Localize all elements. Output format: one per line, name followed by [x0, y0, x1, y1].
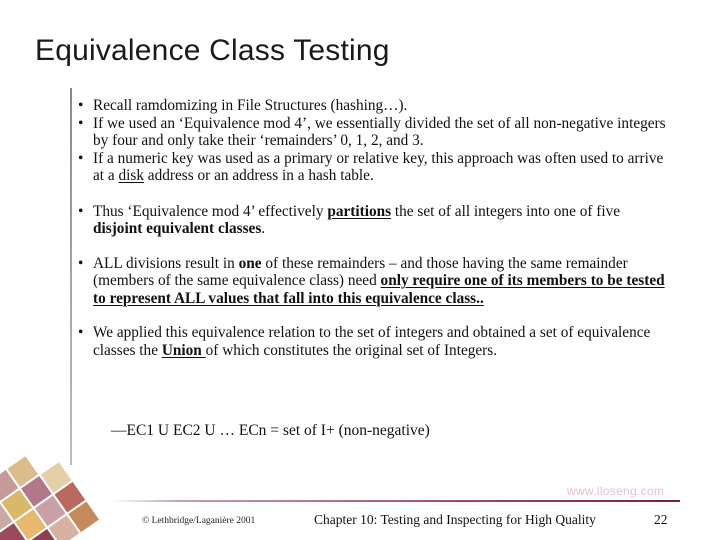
bullet-recall-randomizing: • Recall ramdomizing in File Structures (hashing…). [78, 97, 408, 114]
union-formula: —EC1 U EC2 U … ECn = set of I+ (non-negative) [111, 422, 430, 439]
bold-one: one [238, 254, 262, 272]
bullet-dot: • [78, 254, 84, 272]
bold-disjoint-classes: disjoint equivalent classes [93, 220, 262, 237]
vertical-divider [70, 88, 72, 465]
brand-url: www.lloseng.com [567, 484, 665, 498]
bullet-numeric-key: • If a numeric key was used as a primary or relative key, this approach was often used to arrive at a disk address or an address in a hash table. [78, 149, 664, 184]
bullet-dot: • [78, 97, 84, 114]
bullet-applied-relation: • We applied this equivalence relation to the set of integers and obtained a set of equivalence classes the Union of which constitutes the original set of Integers. [78, 324, 651, 359]
bullet-dot: • [78, 114, 84, 132]
bullet-all-divisions: • ALL divisions result in one of these remainders – and those having the same remainder (members of the same equivalence class) need only require one of its members to be tested to represent ALL values that fall into this equivalence class.. [78, 254, 665, 307]
slide-body [78, 97, 670, 359]
page-number: 22 [654, 512, 668, 527]
underlined-union: Union [161, 341, 206, 359]
bullet-dot: • [78, 324, 84, 341]
bullet-partitions: • Thus ‘Equivalence mod 4’ effectively partitions the set of all integers into one of five disjoint equivalent classes. [78, 202, 621, 237]
footer-rule [110, 500, 680, 502]
copyright-notice: © Lethbridge/Laganière 2001 [142, 516, 256, 526]
bullet-dot: • [78, 202, 84, 220]
underlined-partitions: partitions [327, 202, 392, 220]
chapter-title: Chapter 10: Testing and Inspecting for High Quality [314, 512, 596, 527]
underlined-disk: disk [118, 167, 144, 184]
mosaic-logo-icon [0, 452, 110, 540]
bullet-equivalence-mod-4: • If we used an ‘Equivalence mod 4’, we essentially divided the set of all non-negative integers by four and only take their ‘remainders’ 0, 1, 2, and 3. [78, 114, 666, 149]
underlined-only-require: only require one of its members to be tested to represent ALL values that fall into this equivalence class.. [93, 272, 665, 307]
slide-title: Equivalence Class Testing [35, 34, 390, 67]
bullet-dot: • [78, 149, 84, 167]
